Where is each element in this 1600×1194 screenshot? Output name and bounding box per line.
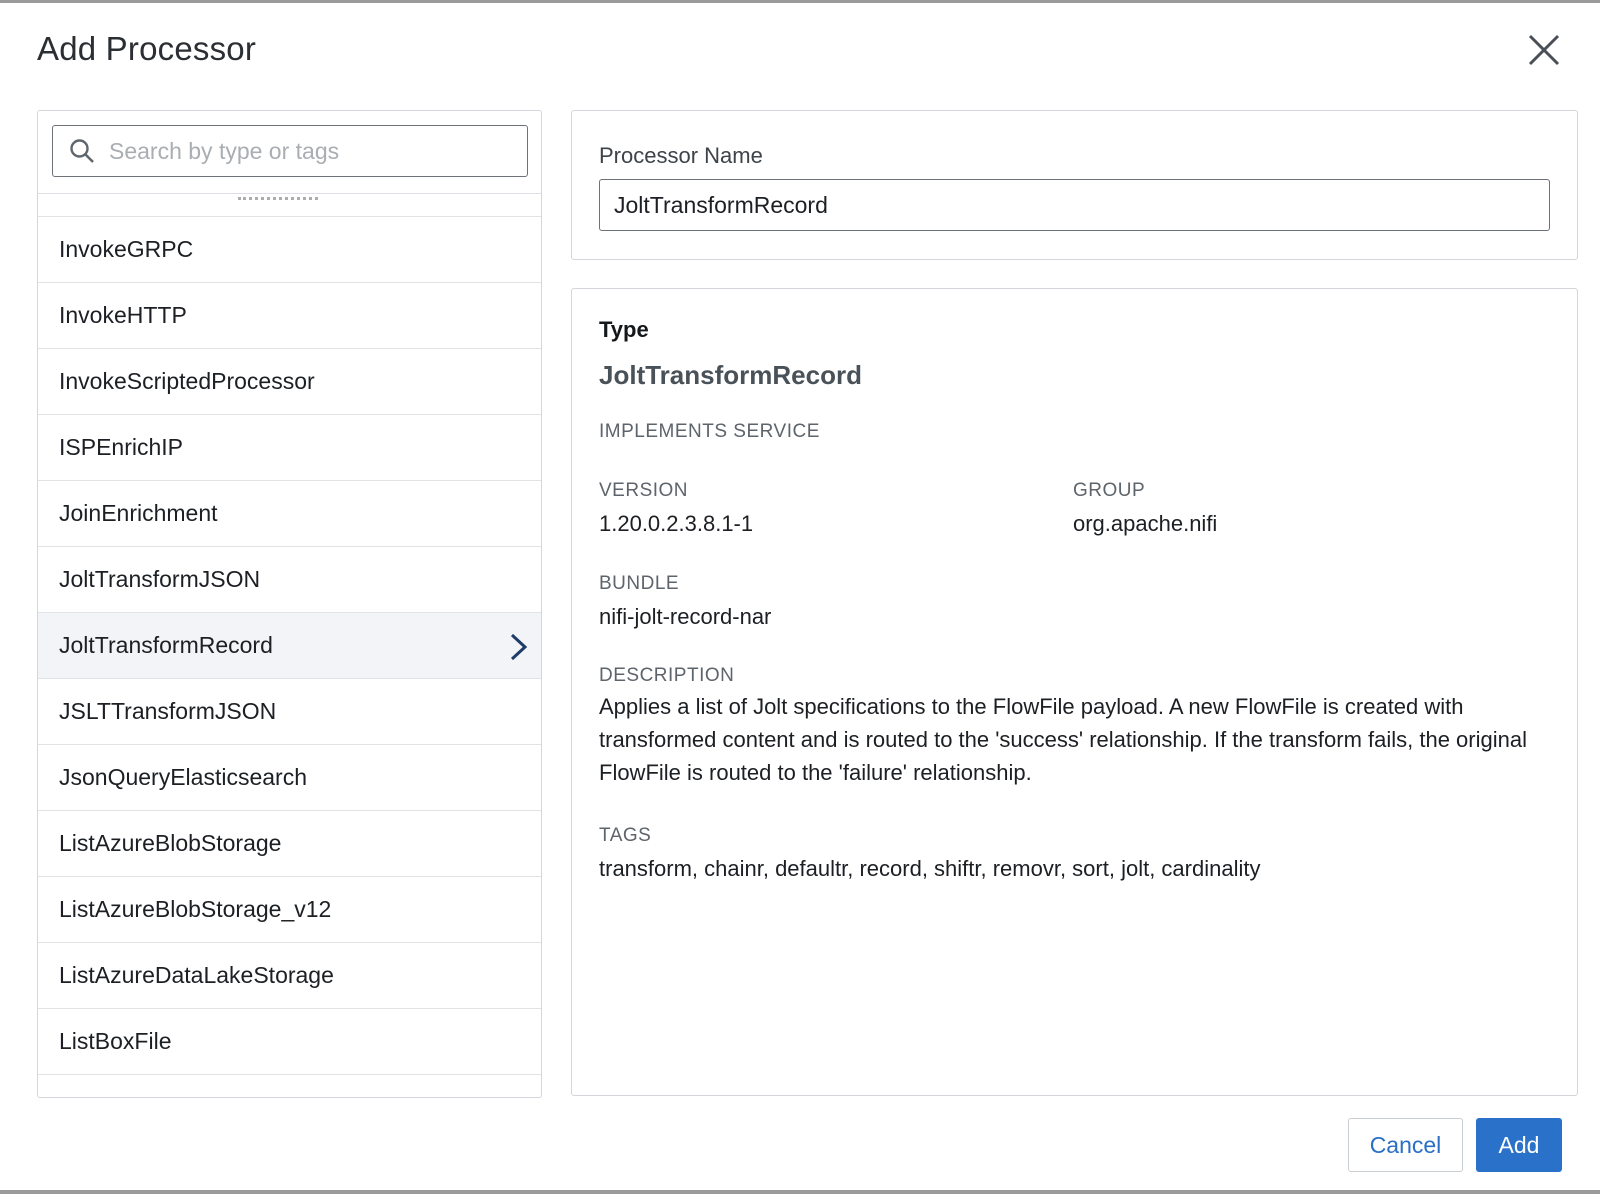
search-container bbox=[38, 111, 541, 194]
list-item-label: JsonQueryElasticsearch bbox=[59, 764, 307, 790]
type-heading: Type bbox=[599, 317, 649, 342]
processor-name-input[interactable] bbox=[599, 179, 1550, 231]
list-item-label: ListBoxFile bbox=[59, 1028, 172, 1054]
group-value: org.apache.nifi bbox=[1073, 511, 1218, 536]
list-item[interactable] bbox=[38, 943, 541, 1009]
processor-name-label: Processor Name bbox=[599, 143, 763, 168]
search-input[interactable] bbox=[107, 137, 511, 166]
description-label: DESCRIPTION bbox=[599, 665, 735, 686]
list-item[interactable] bbox=[38, 481, 541, 547]
list-item[interactable] bbox=[38, 1009, 541, 1075]
close-icon[interactable] bbox=[1524, 30, 1564, 70]
implements-service-label: IMPLEMENTS SERVICE bbox=[599, 421, 820, 442]
top-border bbox=[0, 0, 1600, 3]
list-item[interactable] bbox=[38, 811, 541, 877]
list-item[interactable] bbox=[38, 283, 541, 349]
list-item-label: InvokeGRPC bbox=[59, 236, 194, 262]
list-item-label: ListAzureBlobStorage bbox=[59, 830, 282, 856]
list-item[interactable] bbox=[38, 547, 541, 613]
dialog-title: Add Processor bbox=[37, 30, 257, 67]
list-item[interactable] bbox=[38, 349, 541, 415]
list-item[interactable] bbox=[38, 415, 541, 481]
group-label: GROUP bbox=[1073, 480, 1146, 501]
bottom-border bbox=[0, 1190, 1600, 1194]
tags-value: transform, chainr, defaultr, record, shiftr, removr, sort, jolt, cardinality bbox=[599, 856, 1261, 881]
list-item[interactable] bbox=[38, 217, 541, 283]
bundle-value: nifi-jolt-record-nar bbox=[599, 604, 772, 629]
processor-list bbox=[38, 193, 541, 1075]
list-item-label: InvokeHTTP bbox=[59, 302, 187, 328]
list-item[interactable] bbox=[38, 877, 541, 943]
description-value: Applies a list of Jolt specifications to the FlowFile payload. A new FlowFile is created with transformed content and is routed to the 'success' relationship. If the transform fails, the original FlowFile is routed to the 'failure' relationship. bbox=[599, 694, 1527, 785]
list-item-label: ListAzureDataLakeStorage bbox=[59, 962, 334, 988]
list-item-label: JSLTTransformJSON bbox=[59, 698, 277, 724]
list-item-label: JoinEnrichment bbox=[59, 500, 218, 526]
processor-details-panel bbox=[571, 288, 1578, 1096]
type-value: JoltTransformRecord bbox=[599, 360, 862, 390]
list-item-partial[interactable] bbox=[38, 193, 541, 217]
search-icon bbox=[69, 138, 95, 164]
chevron-right-icon bbox=[508, 633, 530, 661]
list-item[interactable] bbox=[38, 745, 541, 811]
list-item[interactable] bbox=[38, 679, 541, 745]
list-item-label: InvokeScriptedProcessor bbox=[59, 368, 315, 394]
version-value: 1.20.0.2.3.8.1-1 bbox=[599, 511, 754, 536]
version-label: VERSION bbox=[599, 480, 689, 501]
cancel-button[interactable]: Cancel bbox=[1348, 1118, 1463, 1172]
tags-label: TAGS bbox=[599, 825, 652, 846]
list-item-label: JoltTransformJSON bbox=[59, 566, 261, 592]
list-item[interactable] bbox=[38, 613, 541, 679]
list-item-label: ISPEnrichIP bbox=[59, 434, 183, 460]
processor-list-panel bbox=[37, 110, 542, 1098]
bundle-label: BUNDLE bbox=[599, 573, 680, 594]
processor-name-panel bbox=[571, 110, 1578, 260]
search-box[interactable] bbox=[52, 125, 528, 177]
list-item-label: ListAzureBlobStorage_v12 bbox=[59, 896, 332, 922]
list-item-label: JoltTransformRecord bbox=[59, 632, 273, 658]
add-button[interactable]: Add bbox=[1476, 1118, 1562, 1172]
